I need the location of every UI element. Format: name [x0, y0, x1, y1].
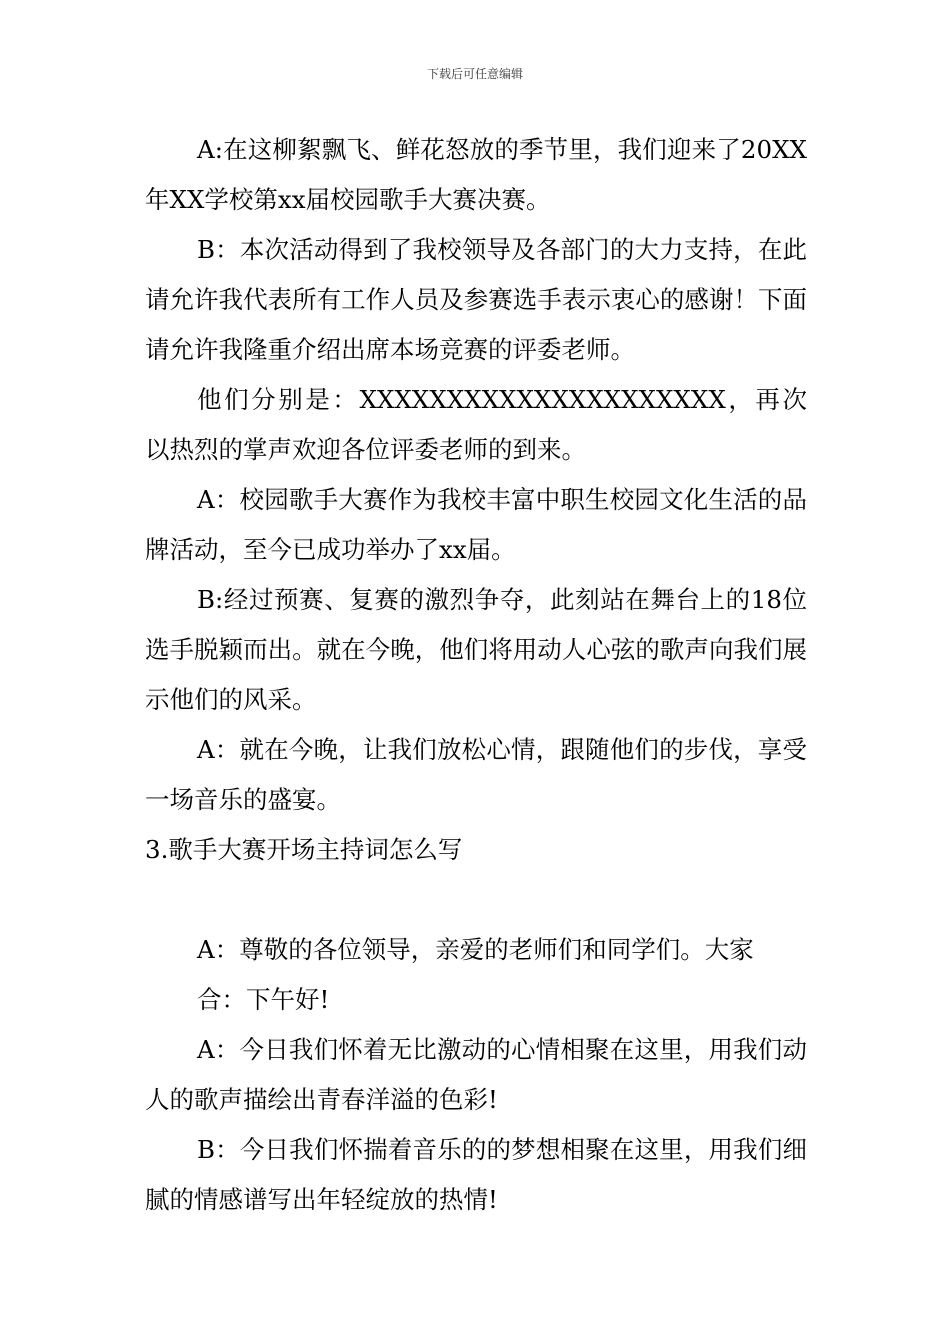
paragraph-dream-b: B：今日我们怀揣着音乐的的梦想相聚在这里，用我们细腻的情感谱写出年轻绽放的热情!: [145, 1135, 807, 1214]
paragraph-brand-activity-a: A：校园歌手大赛作为我校丰富中职生校园文化生活的品牌活动，至今已成功举办了xx届。: [145, 485, 807, 564]
paragraph-judges: 他们分别是：XXXXXXXXXXXXXXXXXXXXX，再次以热烈的掌声欢迎各位评委老师的到来。: [145, 385, 807, 464]
document-body: [145, 125, 807, 1225]
paragraph-greeting-together: 合：下午好!: [197, 985, 330, 1014]
paragraph-music-feast-a: A：就在今晚，让我们放松心情，跟随他们的步伐，享受一场音乐的盛宴。: [145, 735, 807, 814]
page-header-note: 下载后可任意编辑: [426, 67, 523, 81]
paragraph-opening-a: A:在这柳絮飘飞、鲜花怒放的季节里，我们迎来了20XX年XX学校第xx届校园歌手大赛决赛。: [145, 135, 807, 214]
paragraph-greeting-a: A：尊敬的各位领导，亲爱的老师们和同学们。大家: [197, 935, 754, 964]
section-heading: 3.歌手大赛开场主持词怎么写: [145, 835, 463, 864]
paragraph-contestants-b: B:经过预赛、复赛的激烈争夺，此刻站在舞台上的18位选手脱颖而出。就在今晚，他们将用动人心弦的歌声向我们展示他们的风采。: [145, 585, 807, 714]
blank-line: [145, 875, 807, 925]
paragraph-youth-a: A：今日我们怀着无比激动的心情相聚在这里，用我们动人的歌声描绘出青春洋溢的色彩!: [145, 1035, 807, 1114]
paragraph-thanks-b: B：本次活动得到了我校领导及各部门的大力支持，在此请允许我代表所有工作人员及参赛选手表示衷心的感谢！下面请允许我隆重介绍出席本场竞赛的评委老师。: [145, 235, 807, 364]
